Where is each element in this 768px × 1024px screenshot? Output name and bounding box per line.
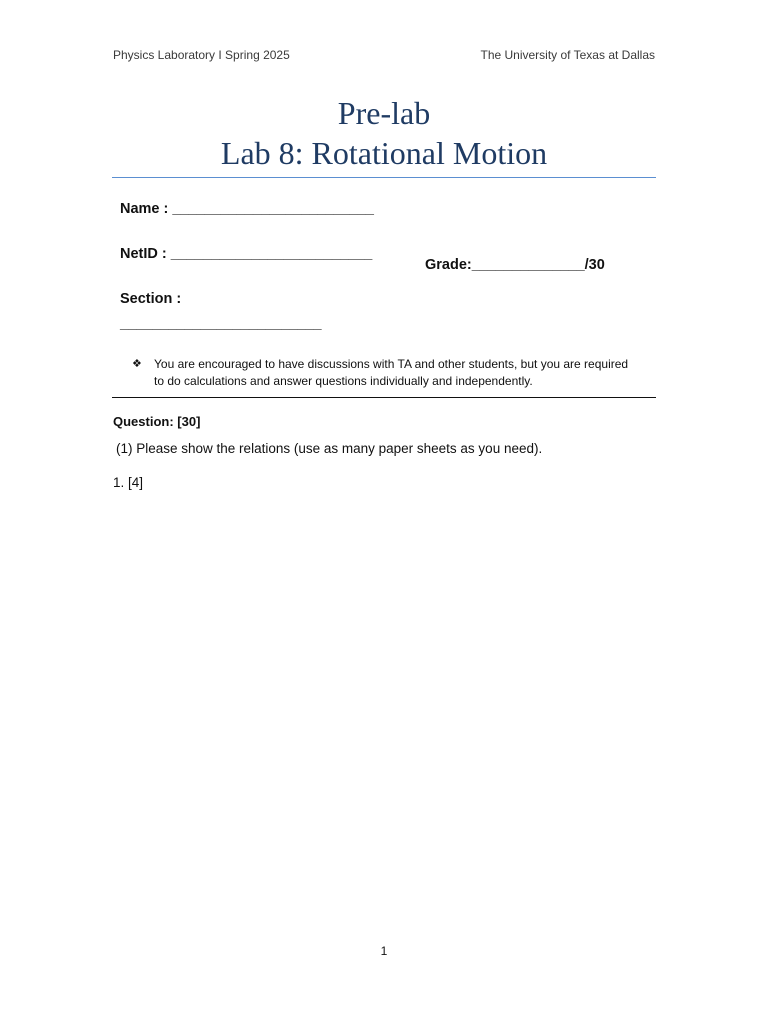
question-heading: Question: [30] xyxy=(113,414,201,429)
header-course: Physics Laboratory I Spring 2025 xyxy=(113,48,290,62)
title-prelab: Pre-lab xyxy=(337,95,431,131)
note-text: You are encouraged to have discussions with TA and other students, but you are required to do calculations and answer questions individually and independently. xyxy=(154,357,629,388)
question-item-1: 1. [4] xyxy=(113,475,144,490)
section-label: Section : xyxy=(120,291,182,307)
page-number: 1 xyxy=(380,944,388,958)
question-instruction: (1) Please show the relations (use as many paper sheets as you need). xyxy=(116,441,543,456)
title-divider xyxy=(112,177,656,178)
note-bullet xyxy=(132,356,632,390)
netid-field: NetID : _________________________ xyxy=(120,246,373,262)
name-field: Name : _________________________ xyxy=(120,201,374,217)
diamond-bullet-icon: ❖ xyxy=(132,358,142,370)
header-university: The University of Texas at Dallas xyxy=(480,48,655,62)
title-lab: Lab 8: Rotational Motion xyxy=(220,135,548,171)
grade-field: Grade:______________/30 xyxy=(425,257,605,273)
section-divider xyxy=(112,397,656,398)
section-blank: _________________________ xyxy=(120,316,322,332)
